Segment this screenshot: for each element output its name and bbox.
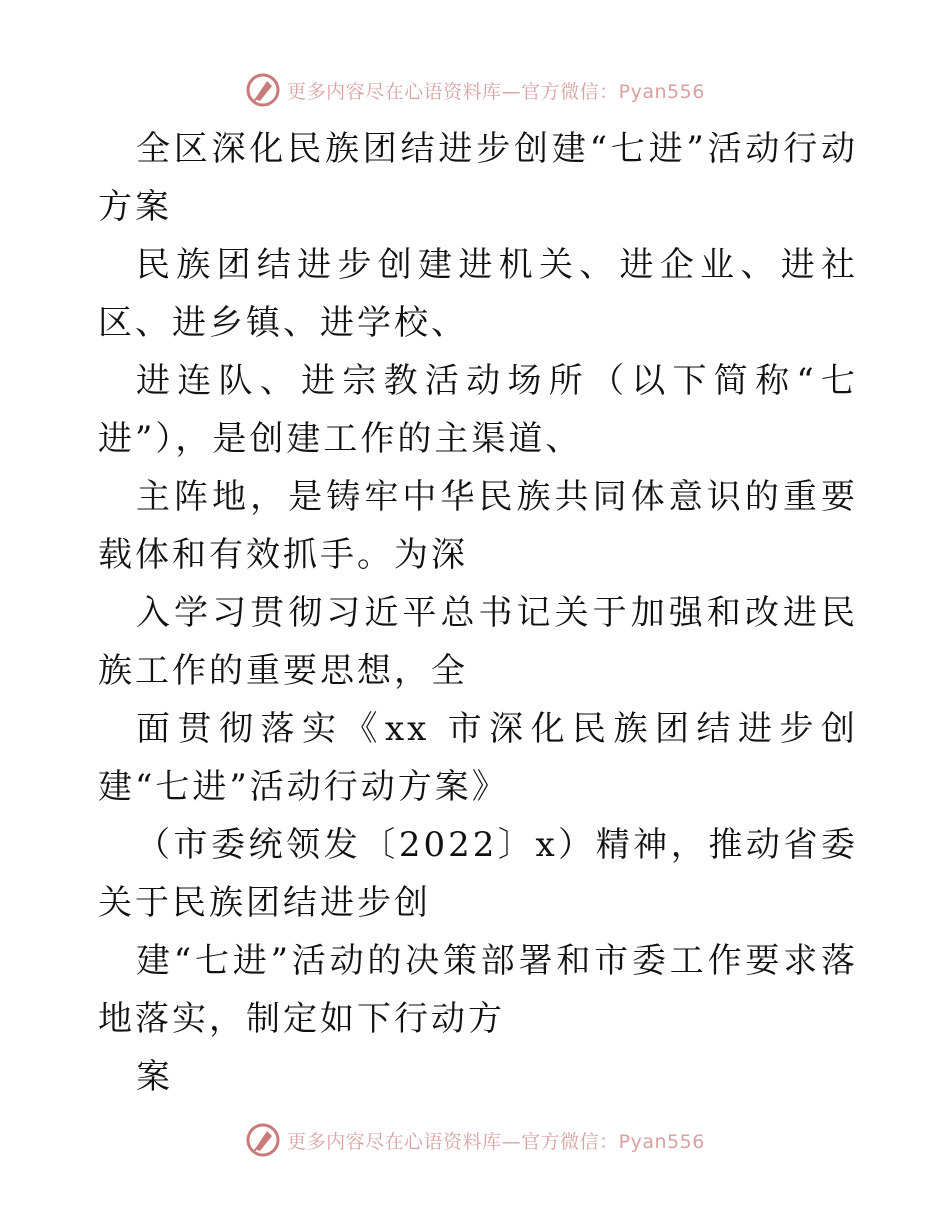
doc-paragraph: 入学习贯彻习近平总书记关于加强和改进民族工作的重要思想，全 bbox=[98, 593, 858, 691]
doc-paragraph: 建“七进”活动的决策部署和市委工作要求落地落实，制定如下行动方 bbox=[98, 941, 858, 1039]
document-body bbox=[98, 120, 858, 1106]
footer-watermark-banner bbox=[0, 1120, 950, 1160]
watermark-text: 更多内容尽在心语资料库—官方微信：Pyan556 bbox=[287, 80, 705, 103]
doc-title-paragraph: 全区深化民族团结进步创建“七进”活动行动方案 bbox=[98, 129, 858, 227]
pen-nib-logo-icon bbox=[245, 1122, 281, 1158]
doc-paragraph: 民族团结进步创建进机关、进企业、进社区、进乡镇、进学校、 bbox=[98, 245, 858, 343]
doc-paragraph: （市委统领发〔2022〕x）精神，推动省委关于民族团结进步创 bbox=[98, 825, 858, 923]
doc-paragraph: 进连队、进宗教活动场所（以下简称“七进”），是创建工作的主渠道、 bbox=[98, 361, 858, 459]
header-watermark-banner bbox=[0, 70, 950, 110]
doc-paragraph: 面贯彻落实《xx 市深化民族团结进步创建“七进”活动行动方案》 bbox=[98, 709, 858, 807]
doc-paragraph: 主阵地，是铸牢中华民族共同体意识的重要载体和有效抓手。为深 bbox=[98, 477, 858, 575]
watermark-text: 更多内容尽在心语资料库—官方微信：Pyan556 bbox=[287, 1130, 705, 1153]
doc-paragraph: 案 bbox=[136, 1057, 173, 1097]
pen-nib-logo-icon bbox=[245, 72, 281, 108]
